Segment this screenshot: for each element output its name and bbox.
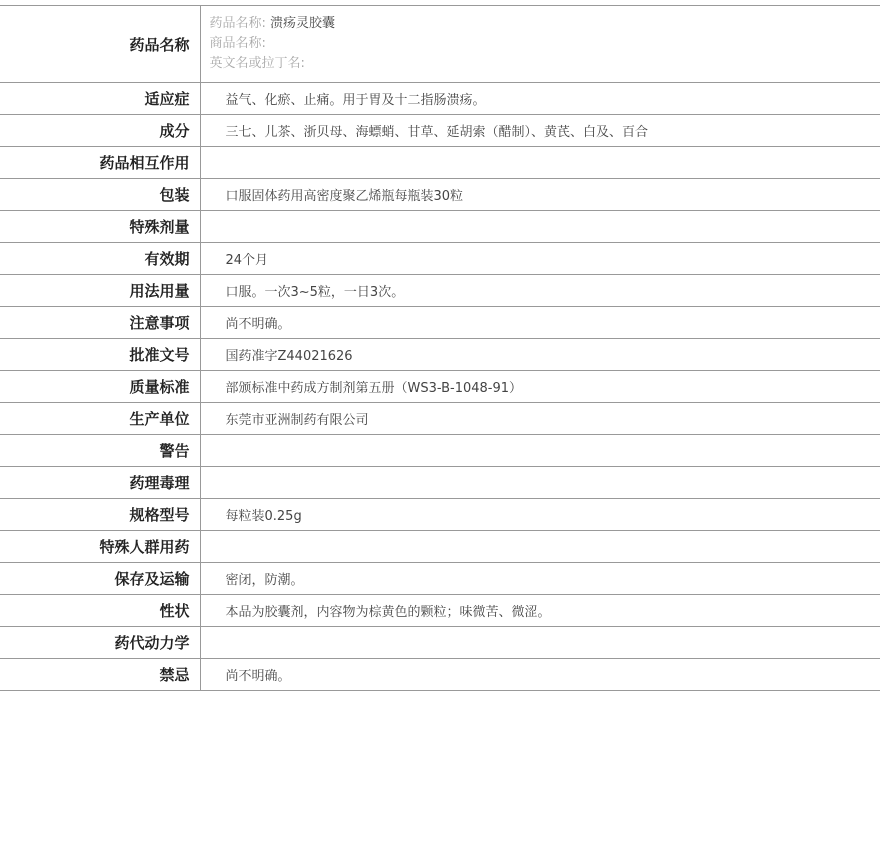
- row-value: [200, 435, 880, 467]
- drug-name-cell: [200, 6, 880, 83]
- row-value: 益气、化瘀、止痛。用于胃及十二指肠溃疡。: [200, 83, 880, 115]
- table-row-pharmacokinetics: [0, 627, 880, 659]
- row-label: 有效期: [0, 243, 200, 275]
- row-label: 特殊剂量: [0, 211, 200, 243]
- table-row-special-dosage: [0, 211, 880, 243]
- latin-name-line: [210, 54, 880, 74]
- row-value: 每粒装0.25g: [200, 499, 880, 531]
- row-label: 成分: [0, 115, 200, 147]
- row-value: 三七、儿茶、浙贝母、海螵蛸、甘草、延胡索（醋制）、黄芪、白及、百合: [200, 115, 880, 147]
- table-row-special-populations: [0, 531, 880, 563]
- brand-name-line: [210, 34, 880, 54]
- row-label: 用法用量: [0, 275, 200, 307]
- row-value: 尚不明确。: [200, 659, 880, 691]
- row-label: 保存及运输: [0, 563, 200, 595]
- row-value: [200, 531, 880, 563]
- generic-name-line: [210, 14, 880, 34]
- table-row-contraindications: [0, 659, 880, 691]
- row-label: 批准文号: [0, 339, 200, 371]
- row-label: 禁忌: [0, 659, 200, 691]
- table-row-shelf-life: [0, 243, 880, 275]
- row-label: 性状: [0, 595, 200, 627]
- row-label: 药品名称: [0, 6, 200, 83]
- row-label: 药理毒理: [0, 467, 200, 499]
- row-value: 国药准字Z44021626: [200, 339, 880, 371]
- row-value: [200, 467, 880, 499]
- row-value: 部颁标准中药成方制剂第五册（WS3-B-1048-91）: [200, 371, 880, 403]
- table-row-interactions: [0, 147, 880, 179]
- row-label: 质量标准: [0, 371, 200, 403]
- table-row-pharmacology: [0, 467, 880, 499]
- row-value: 口服固体药用高密度聚乙烯瓶每瓶装30粒: [200, 179, 880, 211]
- table-row-drug-name: [0, 6, 880, 83]
- row-value: [200, 147, 880, 179]
- table-row-storage: [0, 563, 880, 595]
- table-row-indications: [0, 83, 880, 115]
- latin-name-label: 英文名或拉丁名:: [209, 56, 305, 71]
- row-label: 药代动力学: [0, 627, 200, 659]
- brand-name-label: 商品名称:: [209, 36, 266, 51]
- row-value: 东莞市亚洲制药有限公司: [200, 403, 880, 435]
- row-label: 包装: [0, 179, 200, 211]
- row-label: 警告: [0, 435, 200, 467]
- row-label: 药品相互作用: [0, 147, 200, 179]
- table-row-specification: [0, 499, 880, 531]
- table-row-warning: [0, 435, 880, 467]
- table-row-usage-dosage: [0, 275, 880, 307]
- row-value: 口服。一次3~5粒，一日3次。: [200, 275, 880, 307]
- row-label: 特殊人群用药: [0, 531, 200, 563]
- table-row-manufacturer: [0, 403, 880, 435]
- row-value: 本品为胶囊剂，内容物为棕黄色的颗粒；味微苦、微涩。: [200, 595, 880, 627]
- row-label: 规格型号: [0, 499, 200, 531]
- row-value: 尚不明确。: [200, 307, 880, 339]
- row-value: 密闭，防潮。: [200, 563, 880, 595]
- table-row-appearance: [0, 595, 880, 627]
- row-value: [200, 627, 880, 659]
- table-row-precautions: [0, 307, 880, 339]
- row-value: 24个月: [200, 243, 880, 275]
- generic-name-label: 药品名称:: [209, 16, 266, 31]
- table-row-approval-number: [0, 339, 880, 371]
- drug-info-table: [0, 5, 880, 691]
- table-row-packaging: [0, 179, 880, 211]
- row-value: [200, 211, 880, 243]
- generic-name-value: 溃疡灵胶囊: [270, 16, 336, 31]
- row-label: 生产单位: [0, 403, 200, 435]
- row-label: 注意事项: [0, 307, 200, 339]
- table-row-quality-standard: [0, 371, 880, 403]
- table-row-ingredients: [0, 115, 880, 147]
- row-label: 适应症: [0, 83, 200, 115]
